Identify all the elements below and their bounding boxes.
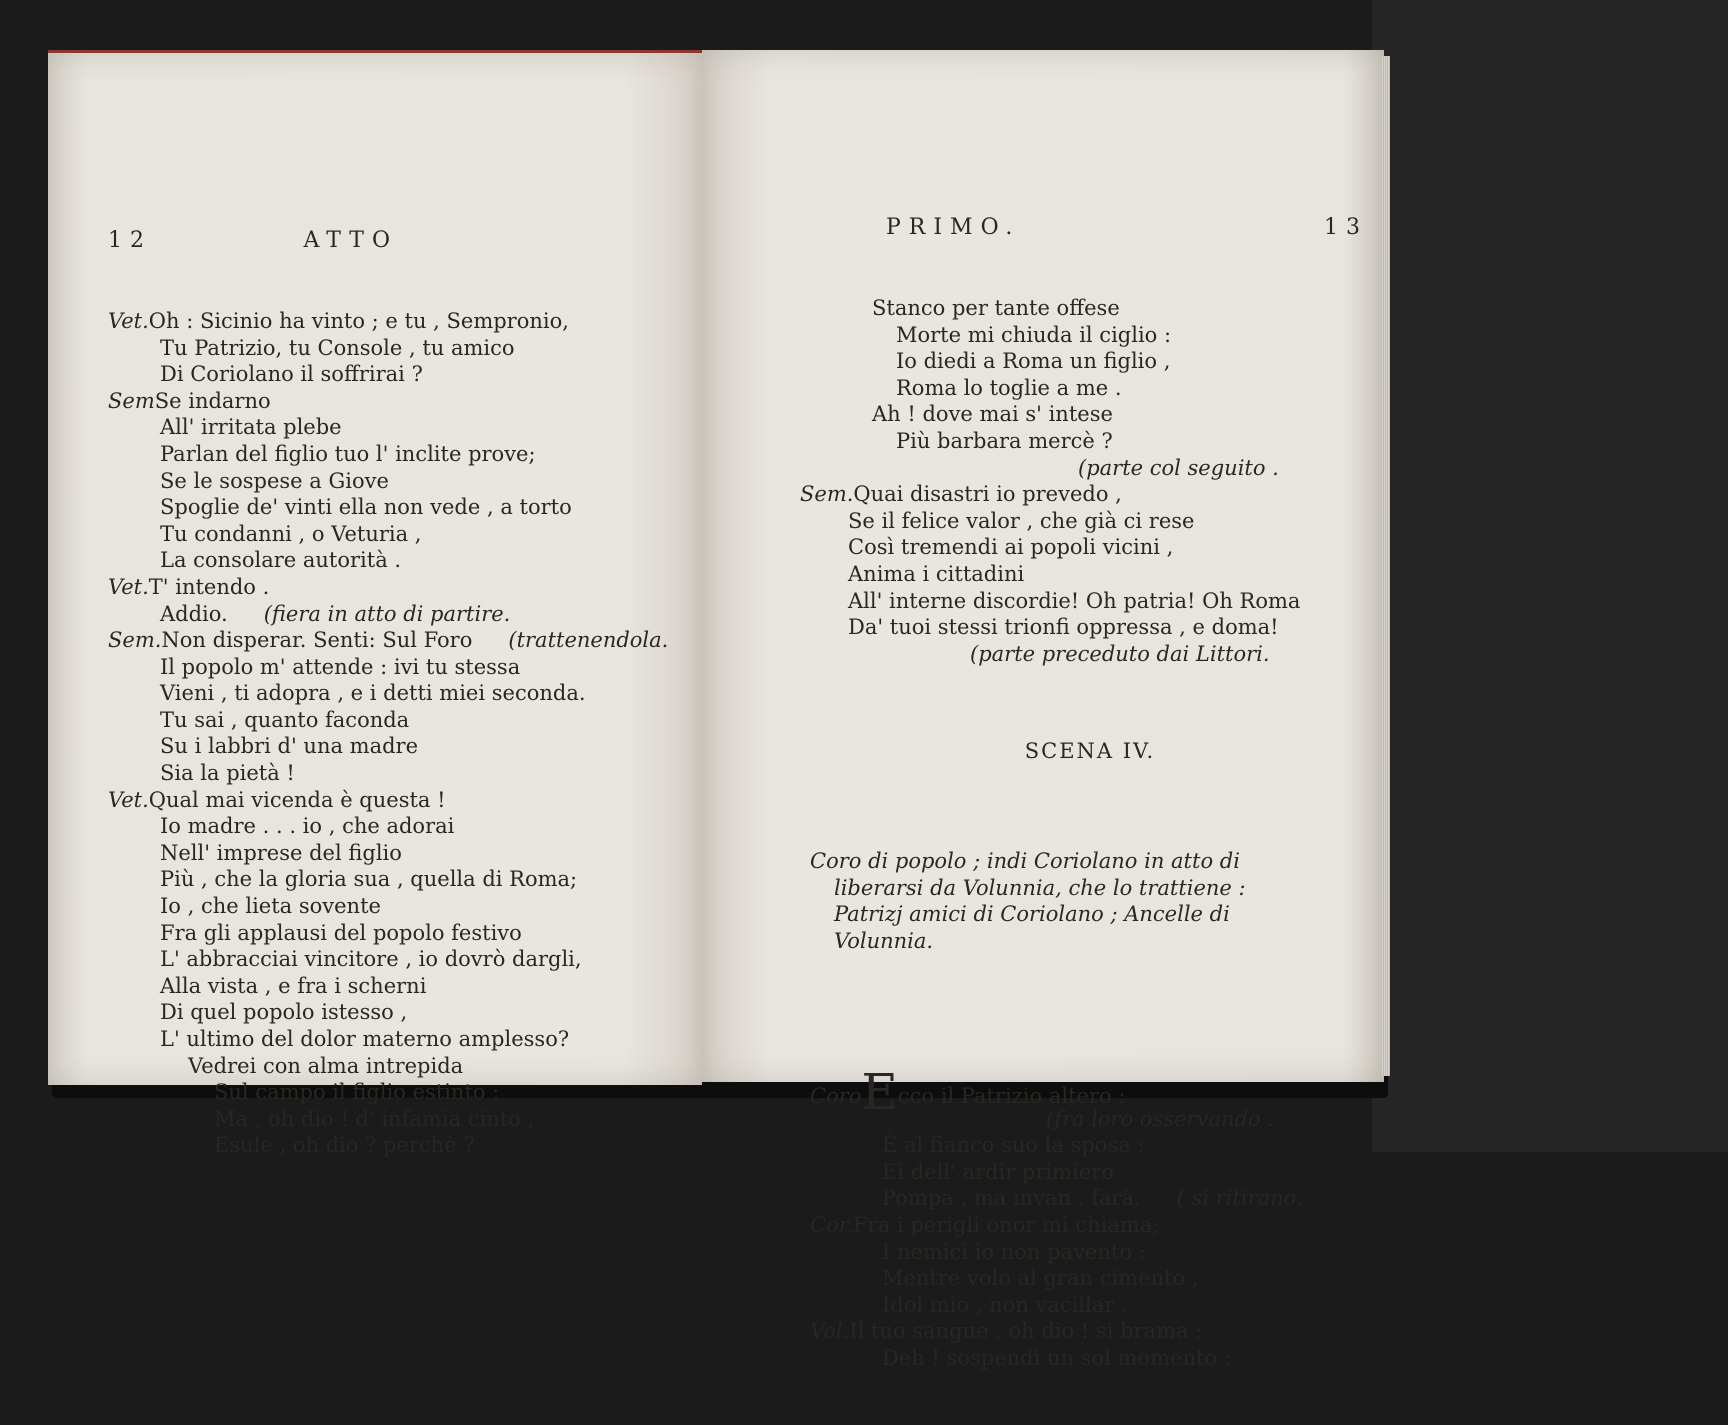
verse-text: Stanco per tante offese — [872, 295, 1120, 320]
verse-line — [108, 574, 688, 601]
verse-text: Fra i perigli onor mi chiama; — [853, 1212, 1160, 1237]
speaker-label: Sem — [108, 388, 155, 413]
verse-line — [108, 521, 688, 548]
verse-line — [108, 601, 688, 628]
verse-line — [108, 787, 688, 814]
scene-direction-line: liberarsi da Volunnia, che lo trattiene : — [834, 875, 1246, 900]
verse-line — [810, 588, 1370, 615]
verse-line — [108, 760, 688, 787]
verse-line — [810, 1265, 1370, 1292]
verse-line — [108, 733, 688, 760]
stage-direction: (trattenendola. — [508, 628, 669, 653]
stage-direction: ( si ritirano. — [1176, 1186, 1303, 1211]
verse-line — [108, 654, 688, 681]
left-page — [48, 50, 702, 1158]
verse-text: Mentre volo al gran cimento , — [882, 1266, 1199, 1291]
verse-text: Fra gli applausi del popolo festivo — [160, 920, 522, 945]
stage-direction: (parte preceduto dai Littori. — [970, 641, 1270, 666]
speaker-label: Vet. — [108, 787, 149, 812]
verse-text: Il tuo sangue , oh dio ! si brama ; — [849, 1319, 1203, 1344]
verse-text: L' ultimo del dolor materno amplesso? — [160, 1027, 570, 1051]
verse-text: Idol mio , non vacillar . — [882, 1292, 1128, 1317]
scene-direction-line: Patrizj amici di Coriolano ; Ancelle di — [834, 902, 1230, 927]
verse-line — [810, 322, 1370, 349]
verse-text: Morte mi chiuda il ciglio : — [896, 322, 1172, 347]
right-page — [702, 50, 1384, 1370]
verse-text: L' abbracciai vincitore , io dovrò dargli, — [160, 947, 582, 972]
verse-text: Addio. — [160, 601, 228, 626]
verse-text: Se indarno — [154, 388, 271, 413]
speaker-label: Cor. — [810, 1212, 854, 1237]
verse-text: Anima i cittadini — [848, 561, 1025, 586]
verse-line — [810, 401, 1370, 428]
verse-text: Di Coriolano il soffrirai ? — [160, 362, 423, 387]
verse-line — [108, 813, 688, 840]
verse-text: Io , che lieta sovente — [160, 894, 381, 919]
verse-line — [810, 1106, 1370, 1133]
verse-text: Pompa , ma invan , farà. — [882, 1186, 1141, 1211]
verse-line — [108, 494, 688, 521]
verse-line — [108, 361, 688, 388]
left-running-head — [108, 228, 398, 255]
verse-line — [810, 1185, 1370, 1212]
verse-line — [810, 641, 1370, 668]
verse-text: Così tremendi ai popoli vicini , — [848, 535, 1174, 560]
stage-direction: (fra loro osservando . — [1046, 1106, 1274, 1131]
right-verse-lines-top — [800, 295, 1370, 667]
speaker-label: Sem. — [108, 628, 162, 653]
verse-text: Su i labbri d' una madre — [160, 734, 419, 759]
verse-line — [810, 561, 1370, 588]
speaker-label: Sem. — [800, 482, 854, 507]
verse-text: Spoglie de' vinti ella non vede , a torto — [160, 495, 572, 520]
scene-direction-line: Volunnia. — [834, 929, 934, 954]
scene-direction-line: Coro di popolo ; indi Coriolano in atto di — [810, 849, 1240, 874]
verse-line — [108, 999, 688, 1026]
scene-title: SCENA IV. — [1024, 739, 1156, 764]
verse-text: cco il Patrizio altero : — [897, 1084, 1126, 1108]
verse-line — [108, 1026, 688, 1053]
right-running-head — [886, 215, 1368, 242]
verse-line — [810, 455, 1370, 482]
left-verse-lines — [108, 308, 688, 1159]
verse-text: Tu sai , quanto faconda — [160, 707, 410, 732]
verse-line — [108, 441, 688, 468]
background-panel — [1372, 0, 1728, 1152]
verse-text: Parlan del figlio tuo l' inclite prove; — [160, 441, 536, 466]
right-verse-lines-bottom — [810, 1063, 1370, 1372]
verse-text: Vieni , ti adopra , e i detti miei seconda. — [160, 681, 586, 706]
verse-line — [108, 840, 688, 867]
verse-text: La consolare autorità . — [160, 548, 402, 573]
speaker-label: Vol. — [810, 1319, 850, 1344]
verse-line — [800, 481, 1370, 508]
verse-line — [108, 920, 688, 947]
verse-line — [108, 680, 688, 707]
verse-line — [108, 308, 688, 335]
speaker-label: Coro — [810, 1084, 862, 1108]
verse-line — [810, 348, 1370, 375]
verse-text: Ah ! dove mai s' intese — [872, 402, 1113, 427]
verse-text: Più , che la gloria sua , quella di Roma; — [160, 867, 578, 892]
verse-text: Sul campo il figlio estinto : — [214, 1080, 500, 1105]
verse-line — [108, 866, 688, 893]
scene-direction — [810, 848, 1370, 954]
verse-line — [810, 1239, 1370, 1266]
left-page-text — [108, 175, 688, 1212]
verse-line — [810, 1159, 1370, 1186]
verse-text: Tu condanni , o Veturia , — [160, 521, 422, 546]
verse-line — [108, 335, 688, 362]
verse-text: Vedrei con alma intrepida — [188, 1053, 464, 1078]
verse-text: Non disperar. Senti: Sul Foro — [161, 628, 473, 653]
verse-line — [810, 428, 1370, 455]
speaker-label: Vet. — [108, 574, 149, 599]
stage-direction: (fiera in atto di partire. — [263, 601, 511, 626]
verse-line — [810, 375, 1370, 402]
verse-text: Io diedi a Roma un figlio , — [896, 349, 1171, 374]
verse-line — [108, 973, 688, 1000]
verse-text: I nemici io non pavento : — [882, 1239, 1146, 1264]
verse-line — [810, 534, 1370, 561]
page-edges — [1382, 56, 1390, 1076]
verse-line — [810, 1345, 1370, 1372]
verse-text: Sia la pietà ! — [160, 761, 295, 786]
right-page-text — [800, 162, 1370, 1425]
running-head: PRIMO. — [886, 215, 1021, 241]
verse-text: Tu Patrizio, tu Console , tu amico — [160, 335, 515, 360]
speaker-label: Vet. — [108, 308, 149, 333]
verse-text: Ei dell' ardir primiero — [882, 1159, 1114, 1184]
verse-text: Di quel popolo istesso , — [160, 1000, 408, 1025]
verse-line — [810, 1292, 1370, 1319]
verse-text: Da' tuoi stessi trionfi oppressa , e doma! — [848, 615, 1279, 640]
verse-text: Quai disastri io prevedo , — [853, 482, 1122, 507]
page-number: 12 — [108, 228, 152, 254]
verse-line — [810, 295, 1370, 322]
verse-line — [810, 1132, 1370, 1159]
verse-line — [108, 1132, 688, 1159]
verse-line — [810, 614, 1370, 641]
verse-line — [108, 388, 688, 415]
verse-line — [810, 1212, 1370, 1239]
page-number: 13 — [1324, 215, 1368, 241]
verse-text: Io madre . . . io , che adorai — [160, 814, 455, 839]
drop-cap: E — [861, 1063, 898, 1121]
verse-text: Il popolo m' attende : ivi tu stessa — [160, 654, 521, 679]
verse-line — [108, 946, 688, 973]
verse-line — [810, 508, 1370, 535]
verse-text: All' interne discordie! Oh patria! Oh Roma — [848, 588, 1301, 613]
verse-text: Se il felice valor , che già ci rese — [848, 508, 1195, 533]
verse-text: Esule , oh dio ? perchè ? — [214, 1133, 475, 1158]
verse-line — [108, 1106, 688, 1133]
stage-direction: (parte col seguito . — [1078, 455, 1279, 480]
verse-text: Se le sospese a Giove — [160, 468, 389, 493]
verse-text: All' irritata plebe — [160, 415, 342, 440]
verse-line — [108, 627, 688, 654]
running-head: ATTO — [303, 228, 398, 254]
verse-text: Più barbara mercè ? — [896, 428, 1113, 453]
verse-text: Nell' imprese del figlio — [160, 840, 402, 865]
verse-text: È al fianco suo la sposa : — [882, 1133, 1145, 1158]
open-book — [48, 50, 1384, 1370]
verse-text: Alla vista , e fra i scherni — [160, 973, 427, 998]
verse-line — [108, 414, 688, 441]
verse-line — [108, 707, 688, 734]
verse-text: T' intendo . — [148, 574, 270, 599]
verse-line — [810, 1318, 1370, 1345]
verse-text: Roma lo toglie a me . — [896, 375, 1122, 400]
verse-text: Qual mai vicenda è questa ! — [148, 787, 446, 812]
verse-line — [108, 547, 688, 574]
verse-line — [108, 893, 688, 920]
verse-text: Deh ! sospendi un sol momento : — [882, 1345, 1231, 1370]
verse-text: Ma , oh dio ! d' infamia cinto , — [214, 1106, 535, 1131]
verse-text: Oh : Sicinio ha vinto ; e tu , Sempronio, — [148, 308, 569, 333]
verse-line — [108, 468, 688, 495]
verse-line — [108, 1079, 688, 1106]
verse-line — [108, 1053, 688, 1080]
